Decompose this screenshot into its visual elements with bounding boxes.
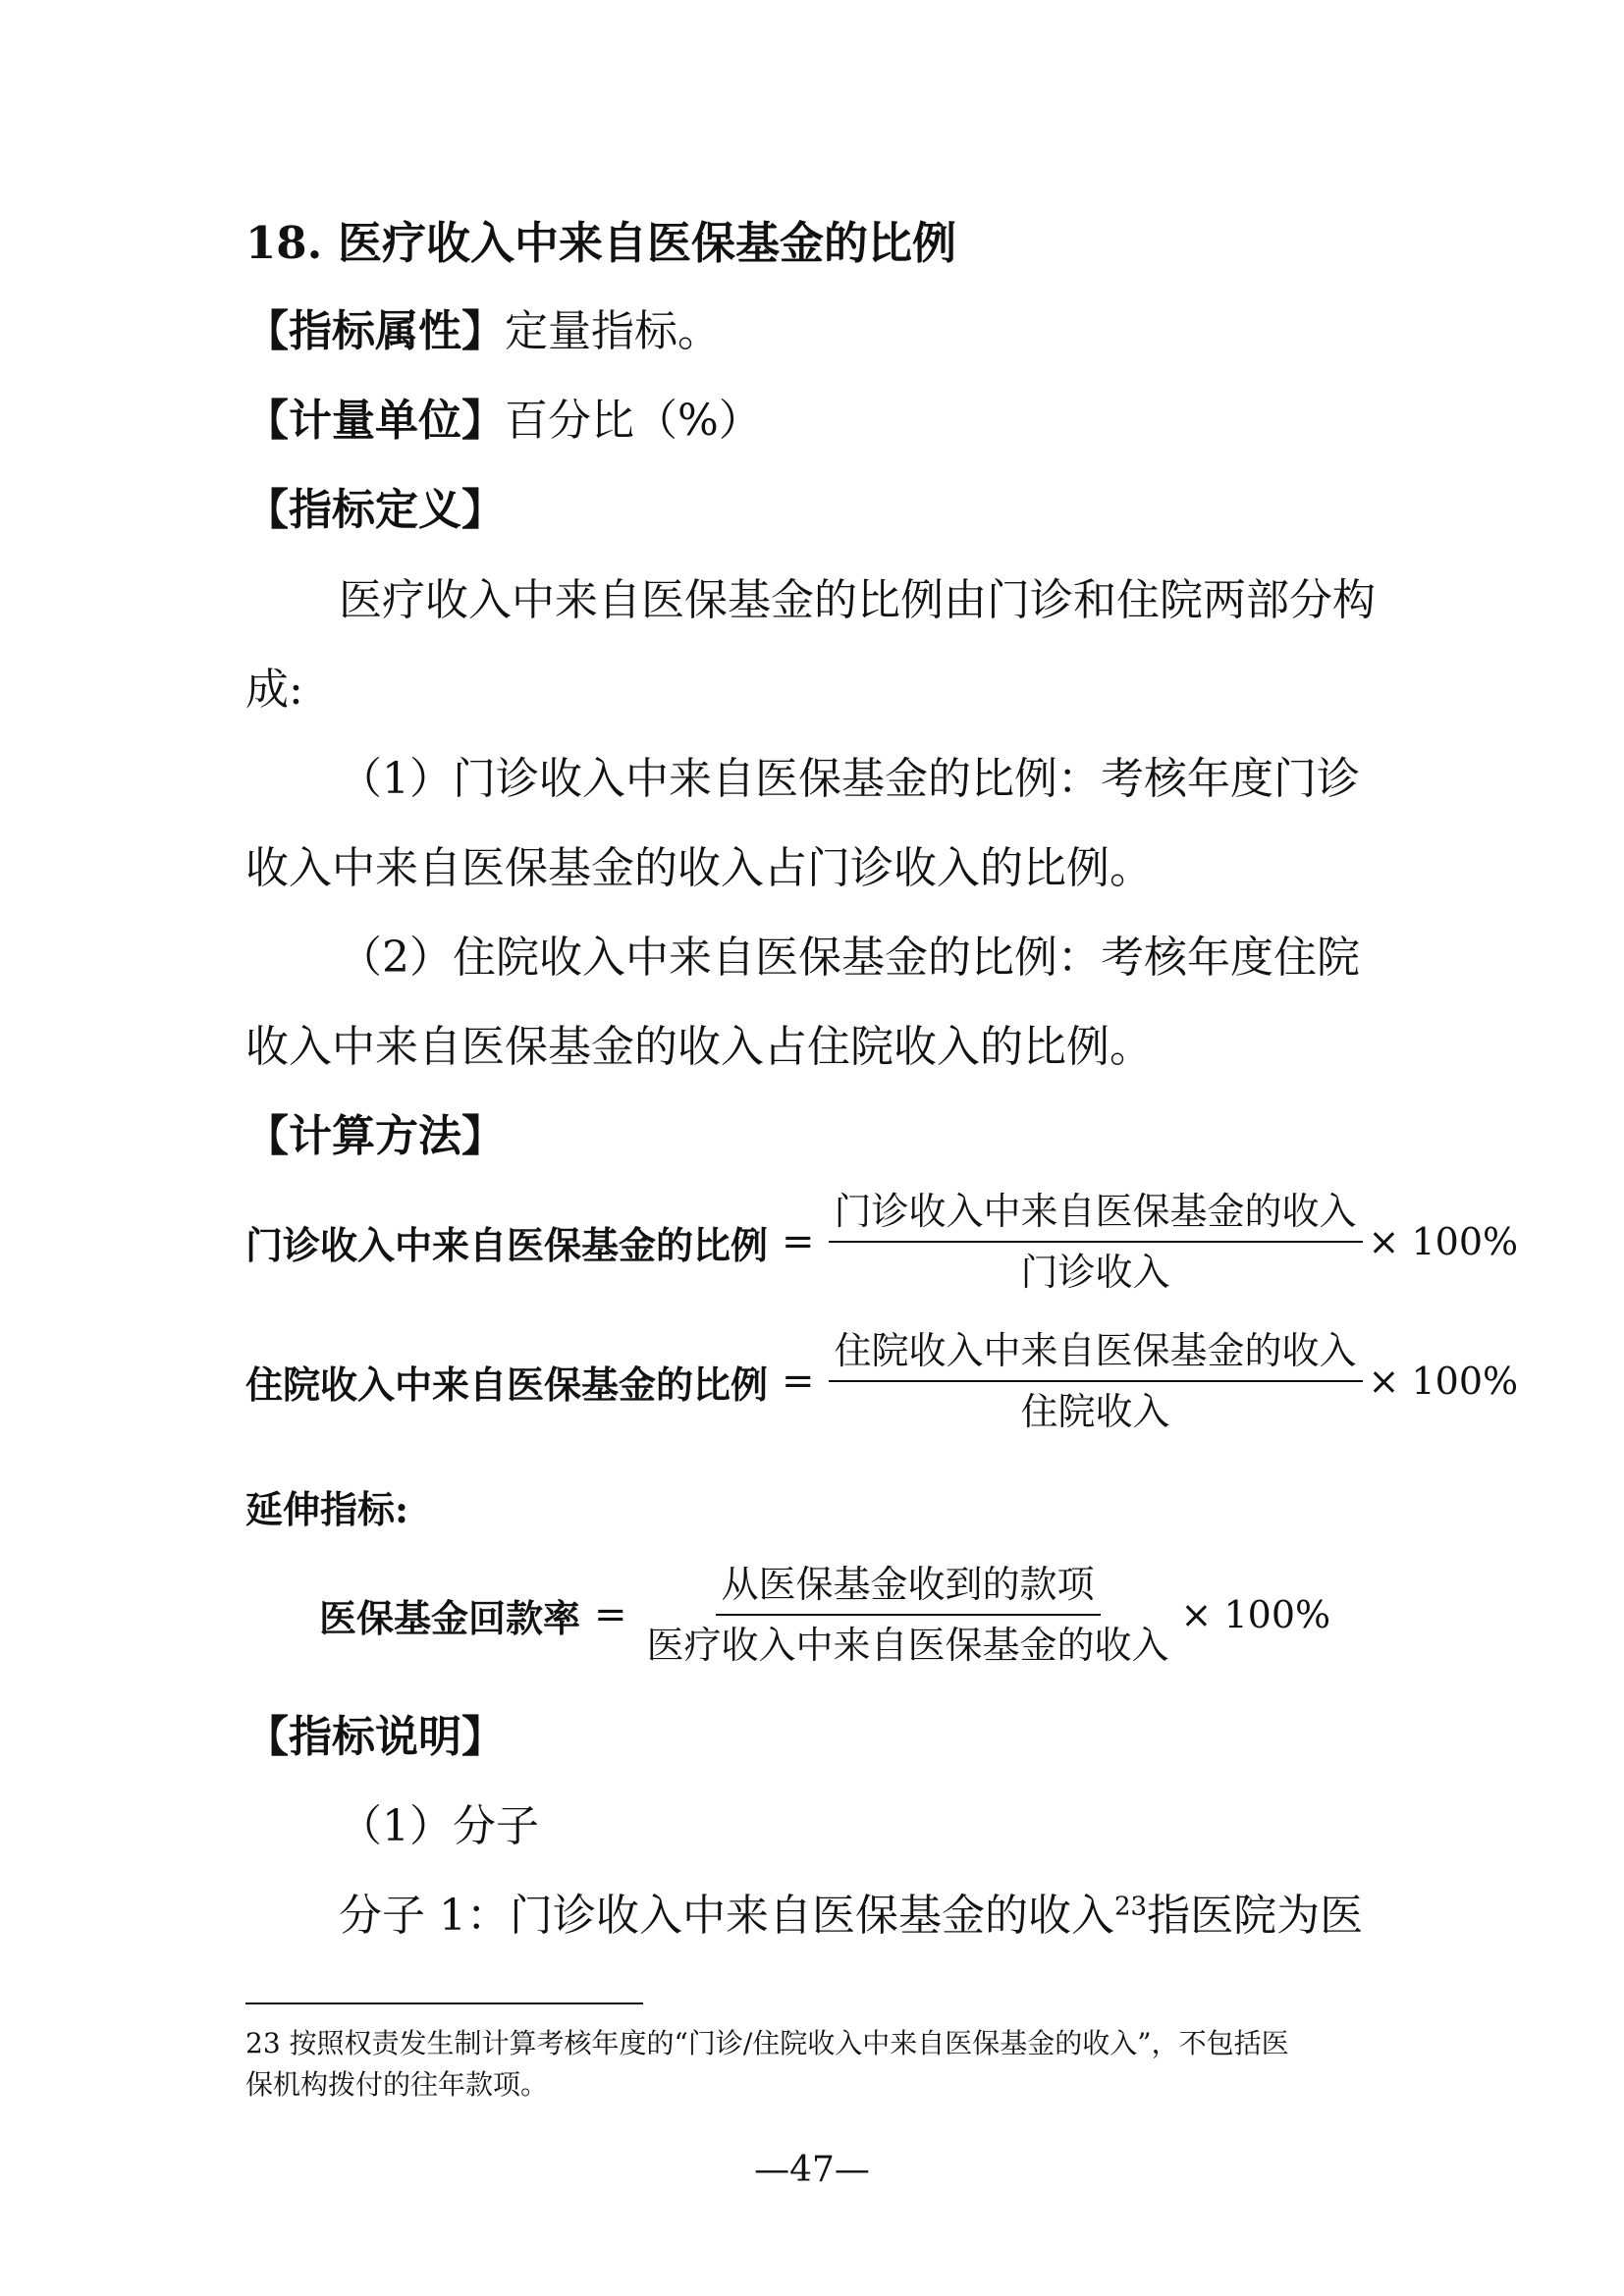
extension-label: 延伸指标: bbox=[245, 1487, 409, 1531]
attribute-label: 【指标属性】 bbox=[245, 306, 505, 356]
footnote-ref: 23 bbox=[1113, 1892, 1148, 1922]
formula-repayment-rate bbox=[319, 1559, 1330, 1671]
unit-label: 【计量单位】 bbox=[245, 396, 505, 446]
fraction bbox=[829, 1186, 1363, 1298]
page-number: —47— bbox=[754, 2150, 870, 2190]
definition-intro-line1: 医疗收入中来自医保基金的比例由门诊和住院两部分构 bbox=[339, 575, 1376, 625]
numerator1-text: 分子 1：门诊收入中来自医保基金的收入 bbox=[339, 1891, 1114, 1941]
numerator: 从医保基金收到的款项 bbox=[716, 1559, 1101, 1616]
footnote-line2: 保机构拨付的往年款项。 bbox=[245, 2068, 549, 2101]
denominator: 医疗收入中来自医保基金的收入 bbox=[646, 1624, 1169, 1667]
unit-value: 百分比（%） bbox=[505, 396, 762, 446]
denominator: 门诊收入 bbox=[1020, 1251, 1170, 1294]
footnote-divider bbox=[245, 2002, 643, 2004]
numerator: 住院收入中来自医保基金的收入 bbox=[829, 1325, 1363, 1382]
footnote-line1: 23 按照权责发生制计算考核年度的“门诊/住院收入中来自医保基金的收入”，不包括医 bbox=[245, 2027, 1289, 2059]
definition-item1-line1: （1）门诊收入中来自医保基金的比例：考核年度门诊 bbox=[339, 754, 1360, 804]
multiplier: × 100% bbox=[1368, 1220, 1519, 1263]
denominator: 住院收入 bbox=[1020, 1390, 1170, 1433]
unit-row bbox=[245, 392, 762, 451]
definition-item2-line1: （2）住院收入中来自医保基金的比例：考核年度住院 bbox=[339, 933, 1360, 983]
definition-item2-line2: 收入中来自医保基金的收入占住院收入的比例。 bbox=[245, 1022, 1153, 1072]
explanation-label: 【指标说明】 bbox=[245, 1712, 505, 1762]
multiplier: × 100% bbox=[1180, 1593, 1331, 1636]
formula-inpatient bbox=[245, 1325, 1518, 1437]
multiplier: × 100% bbox=[1368, 1360, 1519, 1403]
fraction bbox=[641, 1559, 1175, 1671]
numerator1-paragraph bbox=[339, 1887, 1363, 1946]
numerator: 门诊收入中来自医保基金的收入 bbox=[829, 1186, 1363, 1243]
attribute-value: 定量指标。 bbox=[505, 306, 721, 356]
formula-outpatient bbox=[245, 1186, 1518, 1298]
formula-lhs: 住院收入中来自医保基金的比例 bbox=[245, 1362, 769, 1407]
numerator1-tail: 指医院为医 bbox=[1147, 1891, 1364, 1941]
calc-label: 【计算方法】 bbox=[245, 1111, 505, 1161]
section-title: 18. 医疗收入中来自医保基金的比例 bbox=[245, 217, 956, 269]
equals-sign: = bbox=[594, 1592, 627, 1637]
equals-sign: = bbox=[782, 1359, 815, 1404]
formula-lhs: 医保基金回款率 bbox=[319, 1595, 581, 1640]
definition-item1-line2: 收入中来自医保基金的收入占门诊收入的比例。 bbox=[245, 843, 1153, 893]
definition-label: 【指标定义】 bbox=[245, 485, 505, 535]
attribute-row bbox=[245, 302, 721, 361]
equals-sign: = bbox=[782, 1219, 815, 1264]
formula-lhs: 门诊收入中来自医保基金的比例 bbox=[245, 1222, 769, 1267]
explanation-sub1: （1）分子 bbox=[339, 1801, 539, 1851]
definition-intro-line2: 成: bbox=[245, 665, 303, 715]
fraction bbox=[829, 1325, 1363, 1437]
